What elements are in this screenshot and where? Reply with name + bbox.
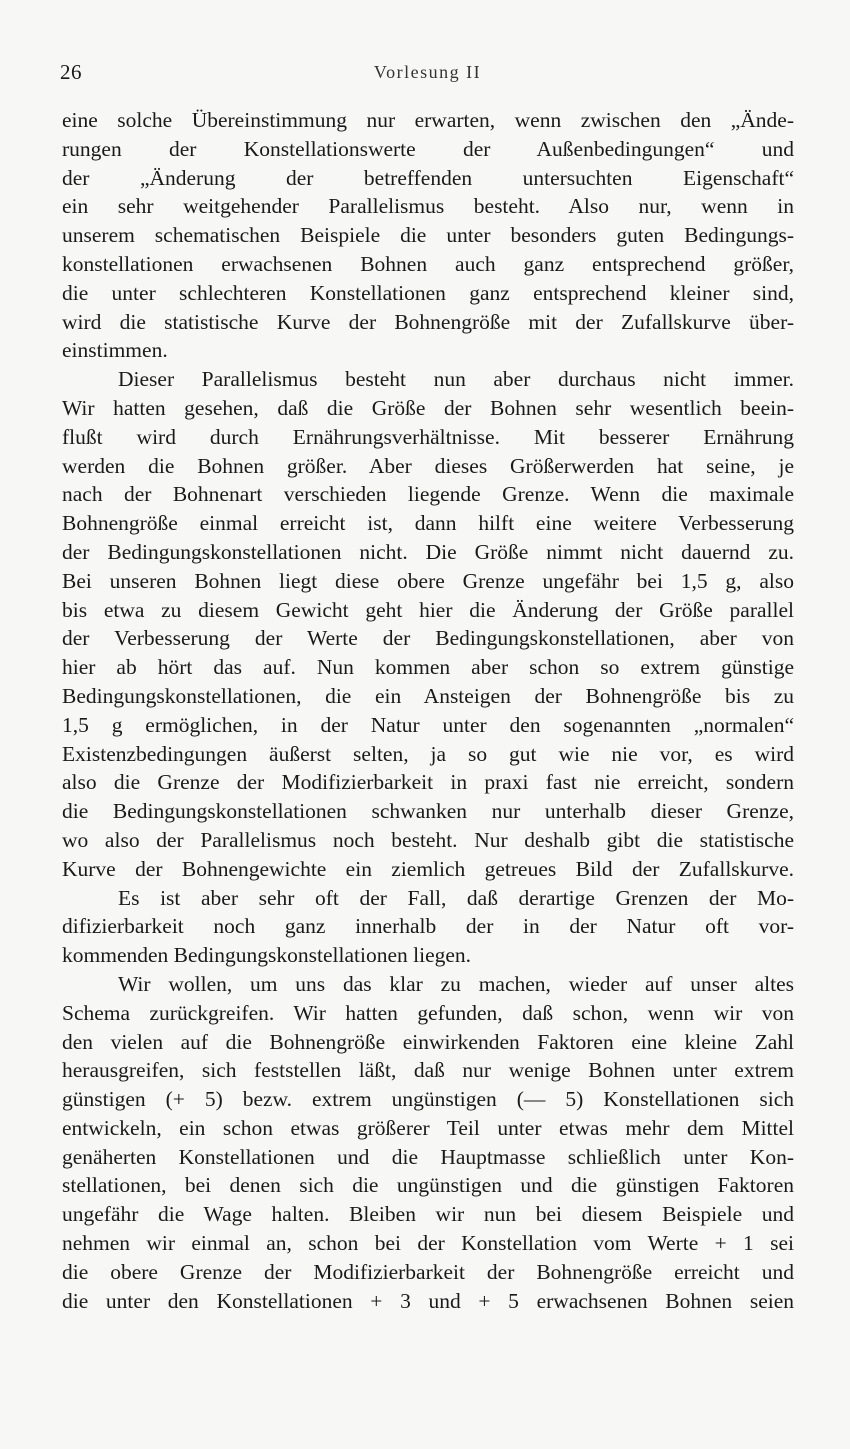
text-line: einstimmen. <box>62 338 168 363</box>
text-line: 1,5 g ermöglichen, in der Natur unter den sogenannten „normalen“ <box>62 712 794 737</box>
text-line: nehmen wir einmal an, schon bei der Konstellation vom Werte + 1 sei <box>62 1231 794 1256</box>
text-line: ein sehr weitgehender Parallelismus besteht. Also nur, wenn in <box>62 194 794 219</box>
text-line: stellationen, bei denen sich die ungünstigen und die günstigen Faktoren <box>62 1173 794 1198</box>
text-line: die Bedingungskonstellationen schwanken nur unterhalb dieser Grenze, <box>62 799 794 824</box>
text-line: rungen der Konstellationswerte der Außenbedingungen“ und <box>62 136 794 161</box>
page-header <box>60 60 795 90</box>
text-line: werden die Bohnen größer. Aber dieses Größerwerden hat seine, je <box>62 453 794 478</box>
page-number: 26 <box>60 60 82 84</box>
text-line: wo also der Parallelismus noch besteht. Nur deshalb gibt die statistische <box>62 827 794 852</box>
running-head: Vorlesung II <box>373 62 482 82</box>
text-line: der Verbesserung der Werte der Bedingungskonstellationen, aber von <box>62 626 794 651</box>
text-line: genäherten Konstellationen und die Hauptmasse schließlich unter Kon- <box>62 1144 794 1169</box>
paragraph-start-line: Wir wollen, um uns das klar zu machen, wieder auf unser altes <box>118 971 794 996</box>
paragraph-start-line: Dieser Parallelismus besteht nun aber durchaus nicht immer. <box>118 367 794 392</box>
text-line: kommenden Bedingungskonstellationen liegen. <box>62 943 472 968</box>
text-line: unserem schematischen Beispiele die unter besonders guten Bedingungs- <box>62 223 794 248</box>
text-line: Wir hatten gesehen, daß die Größe der Bohnen sehr wesentlich beein- <box>62 395 794 420</box>
text-line: Kurve der Bohnengewichte ein ziemlich getreues Bild der Zufallskurve. <box>62 856 794 881</box>
text-line: Schema zurückgreifen. Wir hatten gefunden, daß schon, wenn wir von <box>62 1000 794 1025</box>
body-text <box>62 106 794 1315</box>
text-line: herausgreifen, sich feststellen läßt, daß nur wenige Bohnen unter extrem <box>62 1058 794 1083</box>
text-line: die unter den Konstellationen + 3 und + 5 erwachsenen Bohnen seien <box>62 1288 794 1313</box>
text-line: der „Änderung der betreffenden untersuchten Eigenschaft“ <box>62 165 794 190</box>
text-line: konstellationen erwachsenen Bohnen auch ganz entsprechend größer, <box>62 251 794 276</box>
text-line: entwickeln, ein schon etwas größerer Teil unter etwas mehr dem Mittel <box>62 1115 794 1140</box>
text-line: die obere Grenze der Modifizierbarkeit der Bohnengröße erreicht und <box>62 1259 794 1284</box>
text-line: nach der Bohnenart verschieden liegende Grenze. Wenn die maximale <box>62 482 794 507</box>
text-line: Bohnengröße einmal erreicht ist, dann hilft eine weitere Verbesserung <box>62 511 794 536</box>
text-line: flußt wird durch Ernährungsverhältnisse. Mit besserer Ernährung <box>62 424 794 449</box>
text-line: den vielen auf die Bohnengröße einwirkenden Faktoren eine kleine Zahl <box>62 1029 794 1054</box>
text-line: bis etwa zu diesem Gewicht geht hier die Änderung der Größe parallel <box>62 597 794 622</box>
text-line: Existenzbedingungen äußerst selten, ja so gut wie nie vor, es wird <box>62 741 794 766</box>
text-line: Bedingungskonstellationen, die ein Ansteigen der Bohnengröße bis zu <box>62 683 794 708</box>
text-line: der Bedingungskonstellationen nicht. Die Größe nimmt nicht dauernd zu. <box>62 539 794 564</box>
text-line: Bei unseren Bohnen liegt diese obere Grenze ungefähr bei 1,5 g, also <box>62 568 794 593</box>
text-line: also die Grenze der Modifizierbarkeit in praxi fast nie erreicht, sondern <box>62 770 794 795</box>
text-line: difizierbarkeit noch ganz innerhalb der in der Natur oft vor- <box>62 914 794 939</box>
paragraph-start-line: Es ist aber sehr oft der Fall, daß derartige Grenzen der Mo- <box>118 885 794 910</box>
text-line: günstigen (+ 5) bezw. extrem ungünstigen (— 5) Konstellationen sich <box>62 1087 794 1112</box>
text-line: hier ab hört das auf. Nun kommen aber schon so extrem günstige <box>62 655 794 680</box>
text-line: eine solche Übereinstimmung nur erwarten, wenn zwischen den „Ände- <box>62 108 794 132</box>
text-line: wird die statistische Kurve der Bohnengröße mit der Zufallskurve über- <box>62 309 794 334</box>
text-line: ungefähr die Wage halten. Bleiben wir nun bei diesem Beispiele und <box>62 1202 794 1227</box>
text-line: die unter schlechteren Konstellationen ganz entsprechend kleiner sind, <box>62 280 794 305</box>
